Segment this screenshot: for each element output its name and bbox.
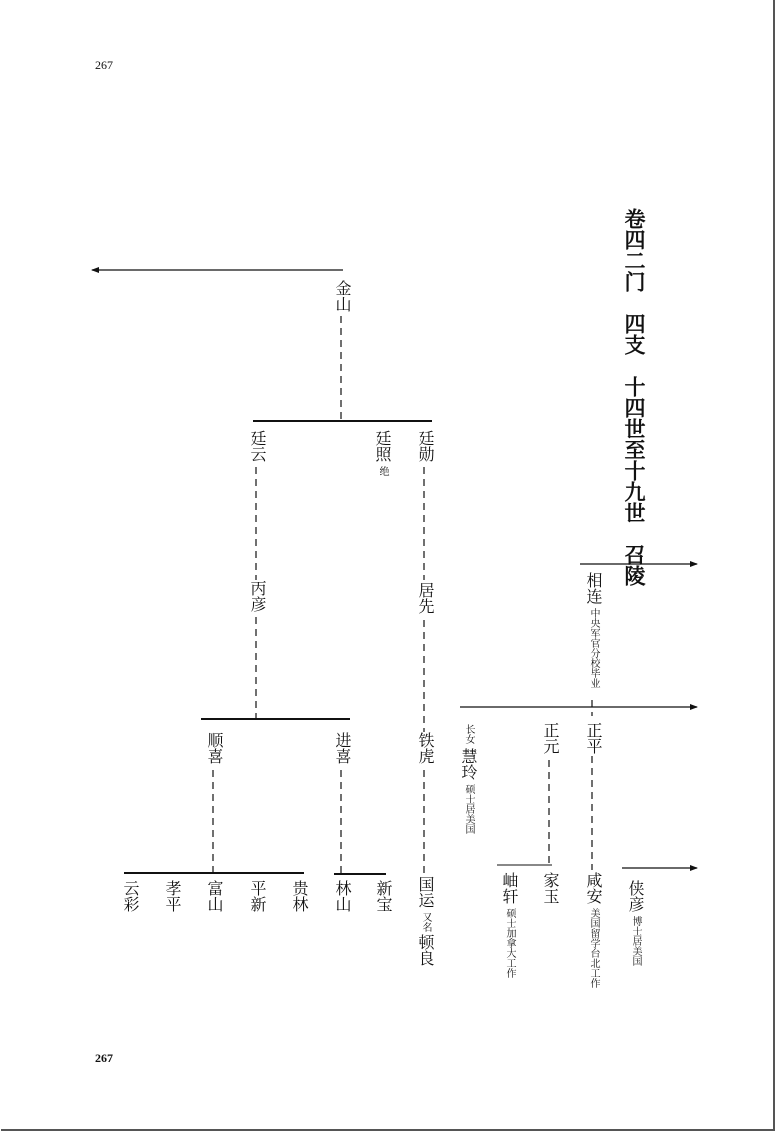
name-pingxin: 平新 bbox=[248, 880, 267, 912]
name-xinbao: 新宝 bbox=[374, 880, 393, 912]
note-xiayan: 博士居美国 bbox=[630, 916, 641, 966]
name-jiayu: 家玉 bbox=[541, 872, 560, 904]
page-number-bottom: 267 bbox=[95, 1051, 113, 1065]
name-guilin: 贵林 bbox=[290, 880, 309, 912]
name-fushan: 富山 bbox=[205, 880, 224, 912]
note-youxuan: 硕士加拿大工作 bbox=[504, 908, 515, 978]
note-huiling: 硕士居美国 bbox=[463, 784, 474, 834]
name-tingxun: 廷勋 bbox=[416, 430, 435, 462]
name-zhengping: 正平 bbox=[584, 722, 603, 754]
name-xiayan: 侠彦 bbox=[626, 880, 645, 912]
name-linshan: 林山 bbox=[333, 880, 352, 912]
name-shunxi: 顺喜 bbox=[205, 732, 224, 764]
name-bingyan: 丙彦 bbox=[248, 580, 267, 612]
name-xianan: 咸安 bbox=[584, 872, 603, 904]
name-guoyun-alt: 顿良 bbox=[416, 934, 435, 966]
name-xianglian: 相连 bbox=[584, 572, 603, 604]
name-jinxi: 进喜 bbox=[333, 732, 352, 764]
note-xianglian: 中央军官分校毕业 bbox=[588, 608, 599, 688]
note-xianan: 美国留学台北工作 bbox=[588, 908, 599, 988]
name-tingzhao: 廷照 bbox=[373, 430, 392, 462]
name-xiaoping: 孝平 bbox=[163, 880, 182, 912]
name-jinshan: 金山 bbox=[333, 280, 352, 312]
name-tiehu: 铁虎 bbox=[416, 732, 435, 764]
name-huiling: 慧玲 bbox=[459, 748, 478, 780]
name-juxian: 居先 bbox=[416, 582, 435, 614]
name-youxuan: 岫轩 bbox=[500, 872, 519, 904]
name-guoyun: 国运 bbox=[416, 876, 435, 908]
label-eldest-daughter: 长女 bbox=[463, 724, 474, 744]
name-tingyun: 廷云 bbox=[248, 430, 267, 462]
note-guoyun: 又名 bbox=[420, 912, 431, 932]
name-yuncai: 云彩 bbox=[121, 880, 140, 912]
name-zhengyuan: 正元 bbox=[541, 722, 560, 754]
page-number-top: 267 bbox=[95, 58, 113, 72]
chapter-title: 卷四二门 四支 十四世至十九世 召陵 bbox=[622, 208, 646, 586]
note-tingzhao: 绝 bbox=[377, 466, 388, 476]
